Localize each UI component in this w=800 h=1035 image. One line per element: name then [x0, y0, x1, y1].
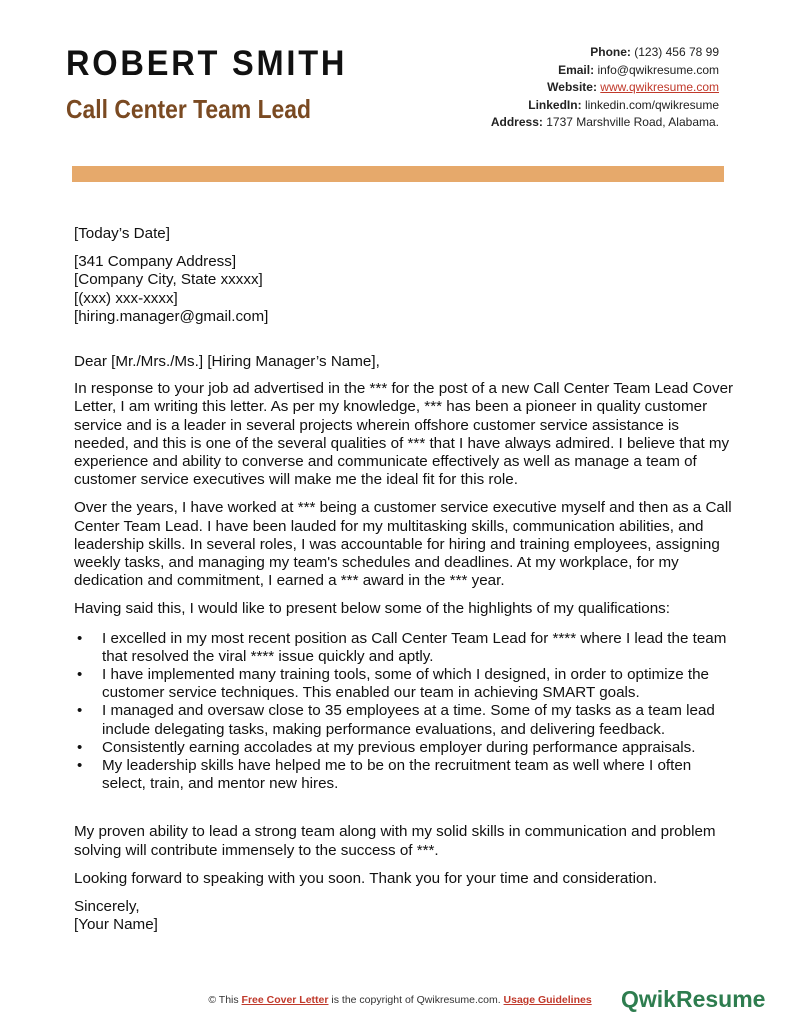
logo-suffix: Resume	[675, 986, 766, 1012]
list-item: • Consistently earning accolades at my previous employer during performance appraisals.	[74, 739, 734, 757]
logo-prefix: Qwik	[621, 986, 676, 1012]
recipient-line: [(xxx) xxx-xxxx]	[74, 289, 178, 307]
contact-address: Address: 1737 Marshville Road, Alabama.	[490, 115, 719, 129]
signoff: Sincerely,	[74, 898, 140, 916]
job-title: Call Center Team Lead	[66, 94, 311, 124]
footer-prefix: © This	[208, 994, 242, 1006]
paragraph-experience: Over the years, I have worked at *** being a customer service executive myself and then as a Call Center Team Lead. I have been lauded for my multitasking skills, communication abilities, and leadership skills. In several roles, I was accountable for hiring and training employees, assigning weekly tasks, and managing my team's schedules and deadlines. At my workplace, for my dedication and commitment, I earned a *** award in the *** year.	[74, 499, 732, 590]
recipient-line: [hiring.manager@gmail.com]	[74, 307, 269, 325]
linkedin-label: LinkedIn	[528, 97, 578, 112]
phone-label: Phone	[590, 45, 627, 59]
paragraph-thanks: Looking forward to speaking with you soon. Thank you for your time and consideration.	[74, 869, 658, 887]
list-item: • I have implemented many training tools, some of which I designed, in order to optimize the customer service techniques. This enabled our team in achieving SMART goals.	[74, 666, 734, 702]
website-label: Website	[547, 80, 593, 94]
paragraph-highlights: Having said this, I would like to present below some of the highlights of my qualifications:	[74, 600, 670, 618]
recipient-address	[74, 253, 734, 326]
free-cover-letter-link[interactable]: Free Cover Letter	[241, 994, 329, 1006]
contact-block	[491, 44, 719, 132]
list-item: • I managed and oversaw close to 35 employees at a time. Some of my tasks as a team lead include delegating tasks, making performance evaluations, and delivering feedback.	[74, 702, 734, 738]
email-value: info@qwikresume.com	[597, 62, 719, 77]
linkedin-value: linkedin.com/qwikresume	[584, 97, 719, 112]
letter-body	[74, 225, 734, 935]
address-value: 1737 Marshville Road, Alabama.	[546, 115, 719, 129]
accent-bar	[72, 166, 724, 182]
salutation: Dear [Mr./Mrs./Ms.] [Hiring Manager’s Name],	[74, 353, 380, 371]
recipient-line: [341 Company Address]	[74, 253, 237, 271]
website-link[interactable]: www.qwikresume.com	[600, 80, 719, 94]
recipient-line: [Company City, State xxxxx]	[74, 271, 263, 289]
candidate-name: ROBERT SMITH	[66, 44, 348, 83]
contact-linkedin: LinkedIn: linkedin.com/qwikresume	[528, 97, 719, 112]
paragraph-closing: My proven ability to lead a strong team along with my solid skills in communication and problem solving will contribute immensely to the success of ***.	[74, 823, 716, 859]
signature: [Your Name]	[74, 916, 158, 934]
letter-date: [Today’s Date]	[74, 225, 170, 242]
contact-website: Website: www.qwikresume.com	[547, 80, 719, 94]
email-label: Email	[558, 62, 591, 77]
paragraph-intro: In response to your job ad advertised in the *** for the post of a new Call Center Team Lead Cover Letter, I am writing this letter. As per my knowledge, *** has been a pioneer in quality customer service and is a leader in several projects wherein offshore customer service assistance is needed, and this is one of the several qualities of *** that I have always admired. I believe that my experience and ability to converse and communicate effectively as well as manage a team of customer service executives will make me the ideal fit for this role.	[74, 380, 734, 489]
list-item: • My leadership skills have helped me to be on the recruitment team as well where I often select, train, and mentor new hires.	[74, 757, 734, 793]
list-item: • I excelled in my most recent position as Call Center Team Lead for **** where I lead the team that resolved the viral **** issue quickly and aptly.	[74, 630, 734, 666]
address-label: Address	[490, 115, 539, 129]
footer-middle: is the copyright of Qwikresume.com.	[328, 994, 504, 1006]
qualification-list	[74, 630, 734, 794]
contact-email: Email: info@qwikresume.com	[558, 62, 719, 77]
qwikresume-logo	[621, 986, 765, 1013]
phone-value: (123) 456 78 99	[634, 45, 719, 59]
usage-guidelines-link[interactable]: Usage Guidelines	[503, 994, 592, 1006]
contact-phone: Phone: (123) 456 78 99	[590, 45, 719, 59]
